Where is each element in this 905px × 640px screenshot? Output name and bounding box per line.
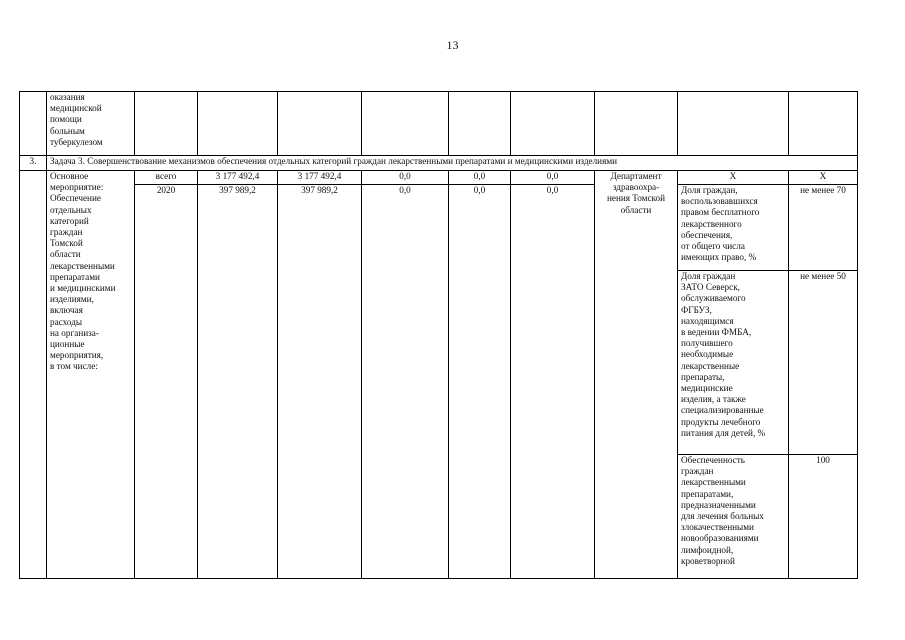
main-activity-description: Основное мероприятие: Обеспечение отдельных категорий граждан Томской области лекарственными препаратами и медицинскими изделиями, включая расходы на организа- ционные мероприятия, в том числе: bbox=[47, 171, 135, 579]
indicator-value: 100 bbox=[789, 455, 858, 579]
period-total: всего bbox=[135, 171, 198, 185]
page-number: 13 bbox=[446, 38, 459, 52]
indicator-value: не менее 50 bbox=[789, 271, 858, 455]
regional-budget-total: 3 177 492,4 bbox=[278, 171, 362, 185]
cell-num bbox=[20, 171, 47, 579]
indicator-value: не менее 70 bbox=[789, 185, 858, 271]
cell-empty bbox=[362, 92, 449, 156]
table-row-task bbox=[20, 156, 858, 171]
total-amount: 3 177 492,4 bbox=[198, 171, 278, 185]
cell-empty bbox=[278, 92, 362, 156]
table-row-total bbox=[20, 171, 858, 185]
local-budget-2020: 0,0 bbox=[449, 185, 511, 579]
indicator-x-name: Х bbox=[678, 171, 789, 185]
local-budget-total: 0,0 bbox=[449, 171, 511, 185]
cell-description-previous: оказания медицинской помощи больным туберкулезом bbox=[47, 92, 135, 156]
amount-2020: 397 989,2 bbox=[198, 185, 278, 579]
cell-empty bbox=[135, 92, 198, 156]
indicator-name: Доля граждан ЗАТО Северск, обслуживаемого ФГБУЗ, находящимся в ведении ФМБА, получившего необходимые лекарственные препараты, медицинские изделия, а также специализированные продукты лечебного питания для детей, % bbox=[678, 271, 789, 455]
other-sources-total: 0,0 bbox=[511, 171, 595, 185]
indicator-name: Доля граждан, воспользовавшихся правом бесплатного лекарственного обеспечения, от общего числа имеющих право, % bbox=[678, 185, 789, 271]
table-row-2020 bbox=[20, 185, 858, 271]
cell-num bbox=[20, 92, 47, 156]
indicator-name: Обеспеченность граждан лекарственными препаратами, предназначенными для лечения больных злокачественными новообразованиями лимфоидной, кроветворной bbox=[678, 455, 789, 579]
table-row-previous bbox=[20, 92, 858, 156]
federal-budget-total: 0,0 bbox=[362, 171, 449, 185]
regional-budget-2020: 397 989,2 bbox=[278, 185, 362, 579]
executor-cell: Департамент здравоохра- нения Томской области bbox=[595, 171, 678, 579]
cell-empty bbox=[449, 92, 511, 156]
cell-empty bbox=[678, 92, 789, 156]
task-number: 3. bbox=[20, 156, 47, 171]
federal-budget-2020: 0,0 bbox=[362, 185, 449, 579]
cell-empty bbox=[789, 92, 858, 156]
task-title: Задача 3. Совершенствование механизмов обеспечения отдельных категорий граждан лекарственными препаратами и медицинскими изделиями bbox=[47, 156, 858, 171]
cell-empty bbox=[511, 92, 595, 156]
year-2020: 2020 bbox=[135, 185, 198, 579]
indicator-x-value: Х bbox=[789, 171, 858, 185]
program-table bbox=[19, 91, 858, 579]
cell-empty bbox=[198, 92, 278, 156]
other-sources-2020: 0,0 bbox=[511, 185, 595, 579]
cell-empty bbox=[595, 92, 678, 156]
